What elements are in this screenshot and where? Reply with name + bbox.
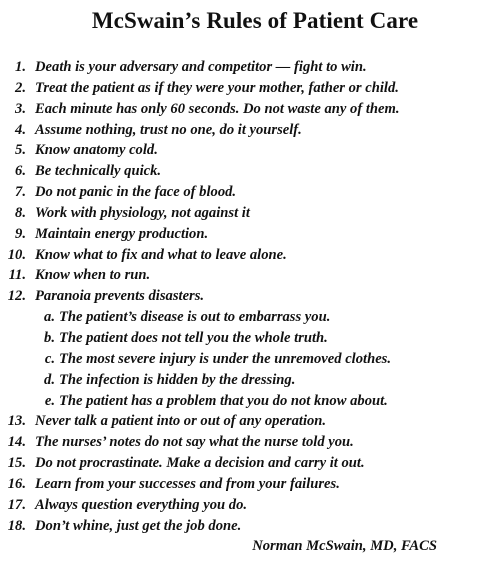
rule-text: Know when to run.	[35, 267, 151, 284]
rule-text: Maintain energy production.	[35, 225, 209, 242]
subrule-text: The most severe injury is under the unremoved clothes.	[59, 350, 392, 367]
rule-number: 5.	[15, 142, 26, 159]
subrule-letter: c.	[44, 350, 55, 367]
subrule-letter: a.	[44, 309, 55, 326]
rule-text: The nurses’ notes do not say what the nurse told you.	[35, 434, 354, 451]
rule-number: 6.	[15, 163, 26, 180]
rule-number: 7.	[15, 184, 26, 201]
rule-number: 16.	[7, 475, 26, 492]
rule-text: Know anatomy cold.	[35, 142, 158, 159]
rule-text: Paranoia prevents disasters.	[35, 288, 205, 305]
rule-text: Always question everything you do.	[35, 496, 248, 513]
rule-number: 2.	[15, 79, 26, 96]
rule-text: Assume nothing, trust no one, do it yourself.	[35, 121, 302, 138]
author-signature: Norman McSwain, MD, FACS	[252, 538, 437, 554]
rule-text: Each minute has only 60 seconds. Do not waste any of them.	[35, 100, 400, 117]
rule-text: Treat the patient as if they were your mother, father or child.	[35, 79, 399, 96]
subrule-letter: b.	[44, 329, 55, 346]
document-title: McSwain’s Rules of Patient Care	[91, 8, 419, 33]
subrule-text: The infection is hidden by the dressing.	[59, 371, 296, 388]
rule-number: 11.	[8, 267, 26, 284]
rule-number: 4.	[15, 121, 26, 138]
rule-number: 9.	[15, 225, 26, 242]
rule-text: Know what to fix and what to leave alone.	[35, 246, 287, 263]
rule-number: 13.	[7, 413, 26, 430]
rule-number: 18.	[7, 517, 26, 534]
subrule-text: The patient has a problem that you do not know about.	[59, 392, 388, 409]
rule-number: 1.	[15, 59, 26, 75]
subrule-text: The patient does not tell you the whole truth.	[59, 329, 328, 346]
rule-text: Learn from your successes and from your failures.	[35, 475, 340, 492]
rule-text: Don’t whine, just get the job done.	[35, 517, 242, 534]
subrule-letter: d.	[44, 371, 55, 388]
rule-text: Work with physiology, not against it	[35, 204, 250, 221]
rule-text: Never talk a patient into or out of any operation.	[35, 413, 327, 430]
subrule-letter: e.	[44, 392, 55, 409]
rule-number: 3.	[15, 100, 26, 117]
rule-text: Do not procrastinate. Make a decision and carry it out.	[35, 455, 365, 472]
rule-number: 15.	[7, 455, 26, 472]
rule-text: Death is your adversary and competitor — fight to win.	[35, 59, 367, 75]
subrule-text: The patient’s disease is out to embarrass you.	[59, 309, 331, 326]
rule-number: 8.	[15, 204, 26, 221]
rule-number: 10.	[7, 246, 26, 263]
rule-number: 12.	[7, 288, 26, 305]
rule-number: 14.	[7, 434, 26, 451]
rule-number: 17.	[7, 496, 26, 513]
rule-text: Be technically quick.	[35, 163, 162, 180]
rule-text: Do not panic in the face of blood.	[35, 184, 237, 201]
